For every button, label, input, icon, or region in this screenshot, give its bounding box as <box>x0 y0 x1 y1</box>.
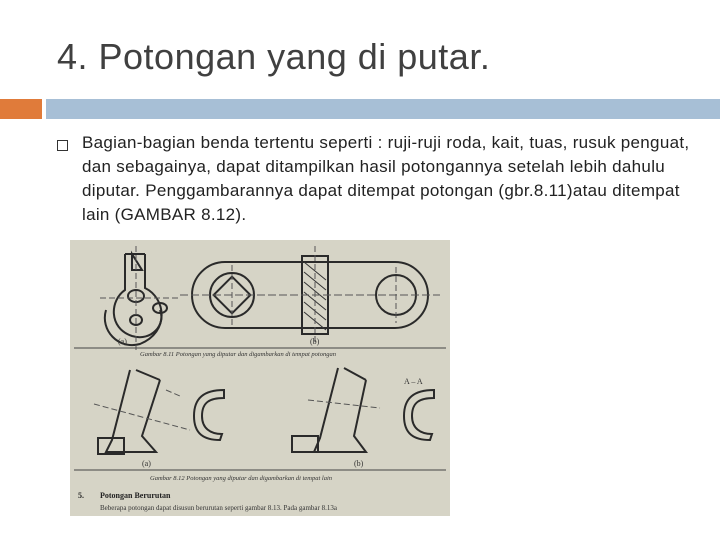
bullet-text: Bagian-bagian benda tertentu seperti : ruji-ruji roda, kait, tuas, rusuk penguat, dan sebagainya, dapat ditampilkan hasil potongannya setelah lebih dahulu diputar. Penggambarannya dapat ditempat potongan (gbr.8.11)atau ditempat lain (GAMBAR 8.12). <box>82 133 690 224</box>
fig-label-b-bottom: (b) <box>354 459 364 468</box>
fig-label-b-top: (b) <box>310 337 320 346</box>
caption-8-12: Gambar 8.12 Potongan yang diputar dan digambarkan di tempat lain <box>150 475 332 482</box>
heading-number: 5. <box>78 491 84 500</box>
fig-label-a-top: (a) <box>118 337 127 346</box>
title-divider-bar <box>46 99 720 119</box>
caption-8-11: Gambar 8.11 Potongan yang diputar dan digambarkan di tempat potongan <box>140 351 336 358</box>
heading-text: Potongan Berurutan <box>100 491 171 500</box>
scanned-figure <box>70 240 450 516</box>
bullet-square-icon <box>57 140 68 151</box>
technical-drawing <box>70 240 450 516</box>
body-line: Beberapa potongan dapat disusun berurutan seperti gambar 8.13. Pada gambar 8.13a <box>100 504 337 512</box>
title-accent-bar <box>0 99 42 119</box>
slide-title: 4. Potongan yang di putar. <box>57 36 491 77</box>
section-label-aa: A – A <box>404 377 423 386</box>
fig-label-a-bottom: (a) <box>142 459 151 468</box>
